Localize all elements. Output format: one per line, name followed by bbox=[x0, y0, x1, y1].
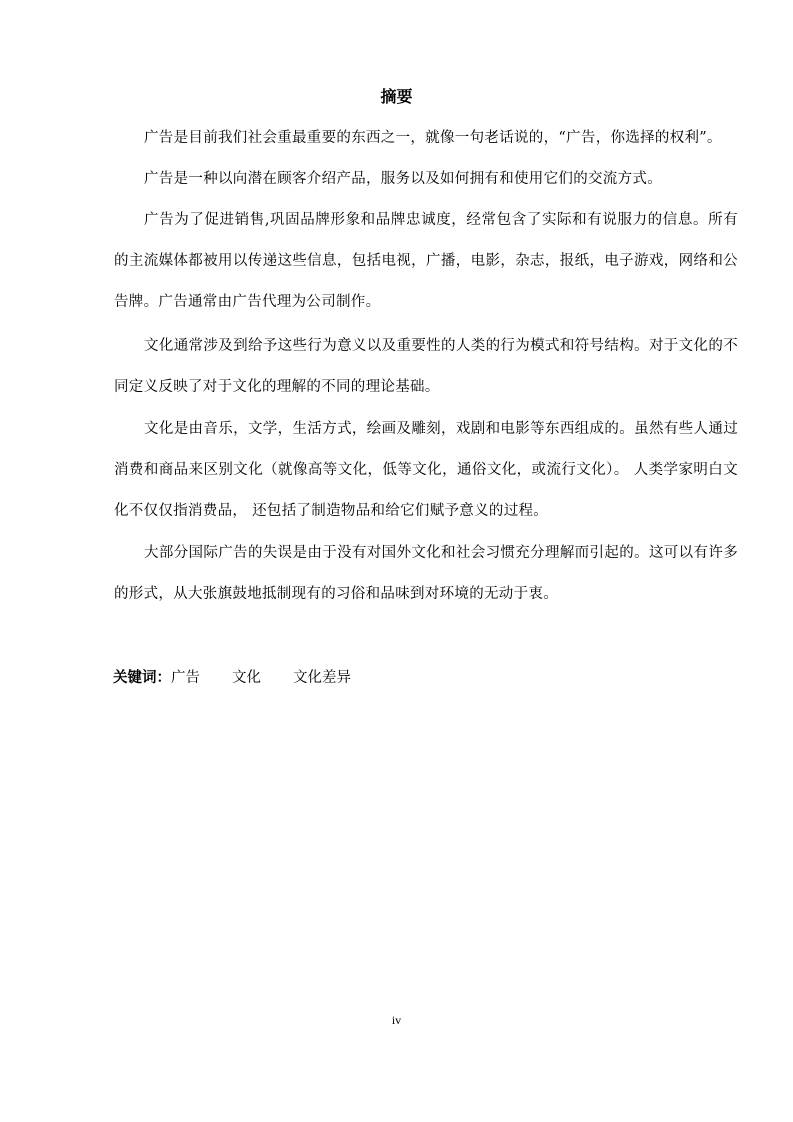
paragraph-4: 文化通常涉及到给予这些行为意义以及重要性的人类的行为模式和符号结构。对于文化的不同定义反映了对于文化的理解的不同的理论基础。 bbox=[114, 338, 738, 395]
keyword-item: 文化 bbox=[232, 670, 261, 686]
paragraph-2: 广告是一种以向潜在顾客介绍产品，服务以及如何拥有和使用它们的交流方式。 bbox=[144, 171, 662, 187]
paragraph-5: 文化是由音乐，文学，生活方式，绘画及雕刻，戏剧和电影等东西组成的。虽然有些人通过消费和商品来区别文化（就像高等文化，低等文化，通俗文化，或流行文化）。 人类学家明白文化不仅仅指消费品， 还包括了制造物品和给它们赋予意义的过程。 bbox=[114, 421, 738, 519]
paragraph-1: 广告是目前我们社会重最重要的东西之一，就像一句老话说的，“广告，你选择的权利”。 bbox=[144, 130, 722, 146]
paragraph-6: 大部分国际广告的失误是由于没有对国外文化和社会习惯充分理解而引起的。这可以有许多的形式，从大张旗鼓地抵制现有的习俗和品味到对环境的无动于衷。 bbox=[114, 545, 738, 602]
page-number: iv bbox=[391, 1013, 402, 1027]
paragraph-3: 广告为了促进销售,巩固品牌形象和品牌忠诚度，经常包含了实际和有说服力的信息。所有的主流媒体都被用以传递这些信息，包括电视，广播，电影，杂志，报纸，电子游戏，网络和公告牌。广告通常由广告代理为公司制作。 bbox=[114, 212, 738, 310]
abstract-title: 摘要 bbox=[380, 87, 413, 106]
keyword-item: 广告 bbox=[171, 670, 200, 686]
keywords-line bbox=[113, 667, 383, 689]
keywords-label: 关键词： bbox=[113, 670, 171, 686]
keyword-item: 文化差异 bbox=[293, 670, 351, 686]
